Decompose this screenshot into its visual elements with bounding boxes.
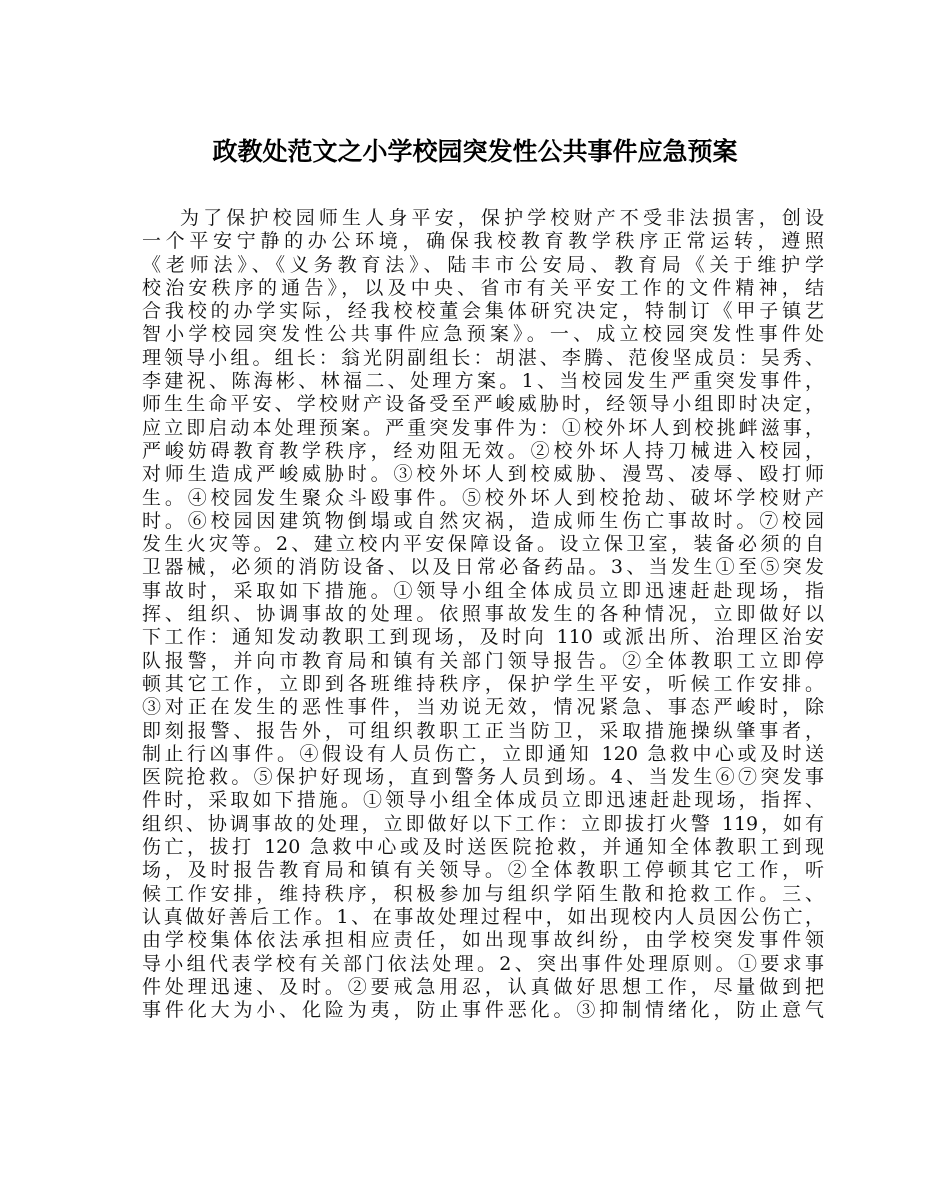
body-line: 候工作安排，维持秩序，积极参加与组织学陌生散和抢救工作。三、 <box>142 882 824 905</box>
body-line: 队报警，并向市教育局和镇有关部门领导报告。②全体教职工立即停 <box>142 649 824 672</box>
body-line: 时。⑥校园因建筑物倒塌或自然灾祸，造成师生伤亡事故时。⑦校园 <box>142 509 824 532</box>
body-line: 应立即启动本处理预案。严重突发事件为：①校外坏人到校挑衅滋事， <box>142 416 824 439</box>
body-line: 认真做好善后工作。1、在事故处理过程中，如出现校内人员因公伤亡， <box>142 905 824 928</box>
body-line: 件时，采取如下措施。①领导小组全体成员立即迅速赶赴现场，指挥、 <box>142 789 824 812</box>
body-line: 顿其它工作，立即到各班维持秩序，保护学生平安，听候工作安排。 <box>142 672 824 695</box>
body-line: 合我校的办学实际，经我校校董会集体研究决定，特制订《甲子镇艺 <box>142 300 824 323</box>
body-line: 组织、协调事故的处理，立即做好以下工作：立即拔打火警 119，如有 <box>142 812 824 835</box>
body-line: 件处理迅速、及时。②要戒急用忍，认真做好思想工作，尽量做到把 <box>142 975 824 998</box>
body-line: 生。④校园发生聚众斗殴事件。⑤校外坏人到校抢劫、破坏学校财产 <box>142 486 824 509</box>
body-line: ③对正在发生的恶性事件，当劝说无效，情况紧急、事态严峻时，除 <box>142 696 824 719</box>
document-body <box>142 207 824 1022</box>
body-line: 师生生命平安、学校财产设备受至严峻威胁时，经领导小组即时决定， <box>142 393 824 416</box>
body-line: 智小学校园突发性公共事件应急预案》。一、成立校园突发性事件处 <box>142 323 824 346</box>
body-line: 事件化大为小、化险为夷，防止事件恶化。③抑制情绪化，防止意气 <box>142 999 824 1022</box>
body-line: 制止行凶事件。④假设有人员伤亡，立即通知 120 急救中心或及时送 <box>142 742 824 765</box>
body-line: 李建祝、陈海彬、林福二、处理方案。1、当校园发生严重突发事件， <box>142 370 824 393</box>
body-line: 导小组代表学校有关部门依法处理。2、突出事件处理原则。①要求事 <box>142 952 824 975</box>
body-line: 一个平安宁静的办公环境，确保我校教育教学秩序正常运转，遵照 <box>142 230 824 253</box>
body-line: 挥、组织、协调事故的处理。依照事故发生的各种情况，立即做好以 <box>142 603 824 626</box>
body-line: 校治安秩序的通告》，以及中央、省市有关平安工作的文件精神，结 <box>142 276 824 299</box>
body-line: 发生火灾等。2、建立校内平安保障设备。设立保卫室，装备必须的自 <box>142 533 824 556</box>
body-line: 《老师法》、《义务教育法》、陆丰市公安局、教育局《关于维护学 <box>142 253 824 276</box>
body-line: 场，及时报告教育局和镇有关领导。②全体教职工停顿其它工作，听 <box>142 859 824 882</box>
body-line: 即刻报警、报告外，可组织教职工正当防卫，采取措施操纵肇事者， <box>142 719 824 742</box>
body-line: 为了保护校园师生人身平安，保护学校财产不受非法损害，创设 <box>180 207 824 229</box>
body-line: 严峻妨碍教育教学秩序，经劝阻无效。②校外坏人持刀械进入校园， <box>142 439 824 462</box>
body-line: 对师生造成严峻威胁时。③校外坏人到校威胁、漫骂、凌辱、殴打师 <box>142 463 824 486</box>
body-line: 卫器械，必须的消防设备、以及日常必备药品。3、当发生①至⑤突发 <box>142 556 824 579</box>
body-line: 下工作：通知发动教职工到现场，及时向 110 或派出所、治理区治安 <box>142 626 824 649</box>
body-line: 由学校集体依法承担相应责任，如出现事故纠纷，由学校突发事件领 <box>142 929 824 952</box>
body-line: 医院抢救。⑤保护好现场，直到警务人员到场。4、当发生⑥⑦突发事 <box>142 766 824 789</box>
document-title: 政教处范文之小学校园突发性公共事件应急预案 <box>212 137 738 166</box>
body-line: 理领导小组。组长：翁光阴副组长：胡湛、李腾、范俊坚成员：吴秀、 <box>142 346 824 369</box>
body-line: 伤亡，拔打 120 急救中心或及时送医院抢救，并通知全体教职工到现 <box>142 836 824 859</box>
body-line: 事故时，采取如下措施。①领导小组全体成员立即迅速赶赴现场，指 <box>142 579 824 602</box>
